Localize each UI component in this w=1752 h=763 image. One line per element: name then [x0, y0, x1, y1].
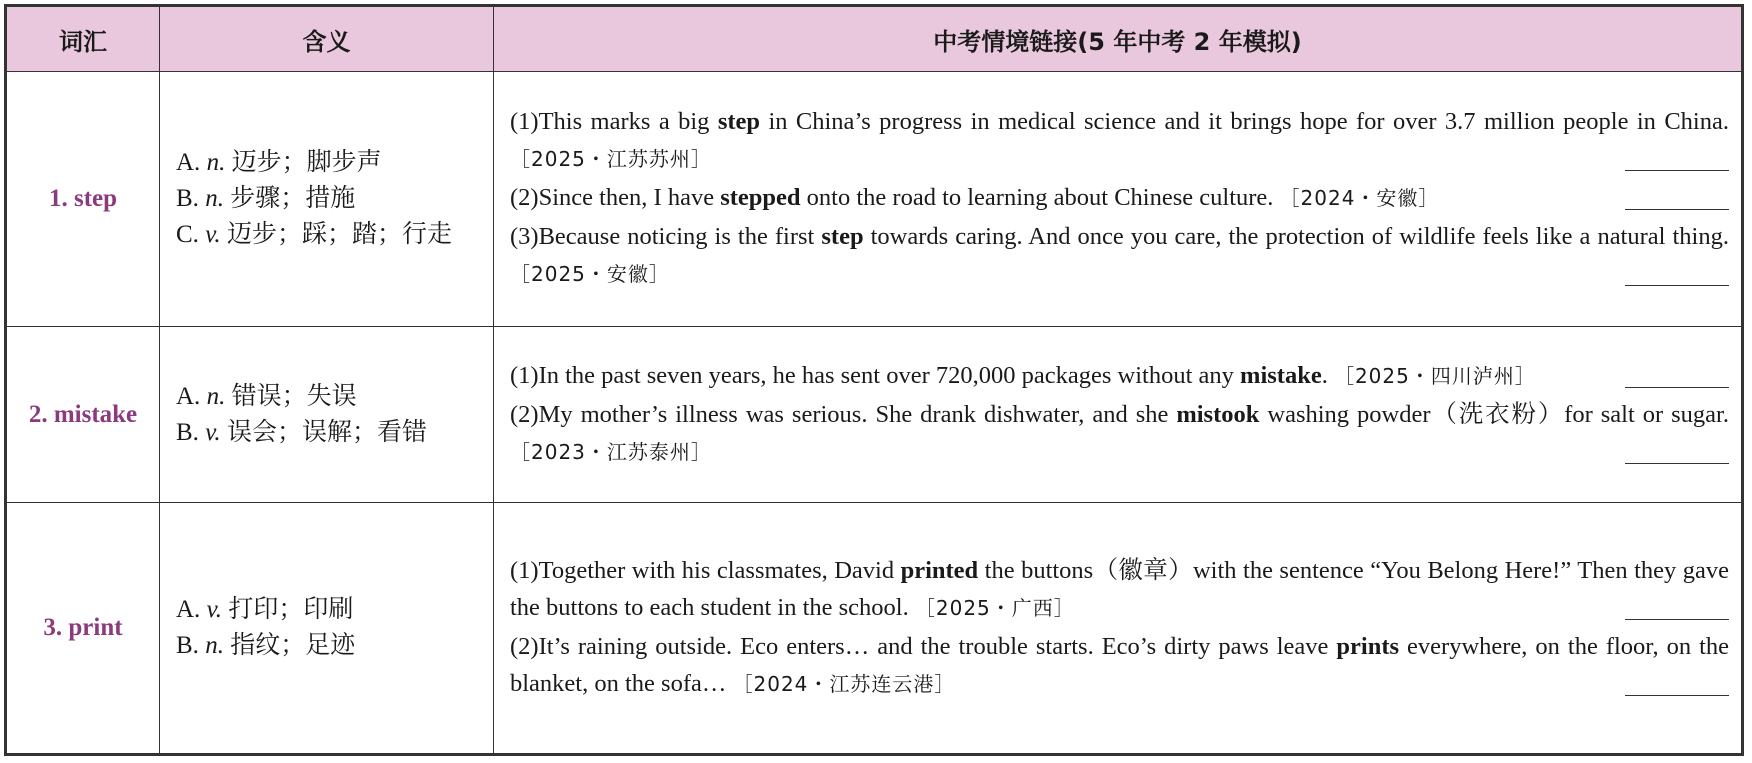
example-source: ［2025・广西］	[914, 596, 1075, 621]
vocab-word: 3. print	[7, 503, 160, 754]
vocab-word: 2. mistake	[7, 326, 160, 503]
part-of-speech: n.	[205, 184, 224, 212]
example-source: ［2024・江苏连云港］	[732, 672, 956, 697]
meaning-line: A. n. 迈步；脚步声	[176, 148, 382, 176]
answer-blank[interactable]	[1625, 593, 1729, 620]
table-header-row	[7, 7, 1742, 72]
example-text: (2)Since then, I have	[510, 184, 721, 212]
example-text: .	[1321, 362, 1334, 390]
meaning-cell	[160, 72, 494, 327]
part-of-speech: n.	[206, 382, 226, 410]
example-sentence	[510, 552, 1729, 628]
example-sentence	[510, 103, 1729, 179]
example-text: everywhere, on the floor, on the blanket, on the sofa…	[510, 633, 1729, 698]
example-text: the buttons（徽章）with the sentence “You Belong Here!” Then they gave the buttons to each student in the school.	[510, 557, 1729, 622]
vocabulary-table	[6, 6, 1742, 754]
example-text: (1)Together with his classmates, David	[510, 557, 901, 585]
example-keyword: mistook	[1176, 401, 1260, 429]
example-keyword: printed	[900, 557, 979, 585]
meaning-cell	[160, 503, 494, 754]
example-keyword: step	[821, 223, 864, 251]
example-text: (3)Because noticing is the first	[510, 223, 822, 251]
example-sentence	[510, 179, 1729, 218]
meaning-cell	[160, 326, 494, 503]
example-source: ［2024・安徽］	[1279, 186, 1440, 211]
example-text: (2)It’s raining outside. Eco enters… and the trouble starts. Eco’s dirty paws leave	[510, 633, 1337, 661]
answer-blank[interactable]	[1625, 669, 1729, 696]
example-text: (1)This marks a big	[510, 108, 718, 136]
part-of-speech: n.	[205, 632, 224, 660]
answer-blank[interactable]	[1625, 183, 1729, 210]
vocab-word: 1. step	[7, 72, 160, 327]
example-source: ［2023・江苏泰州］	[510, 440, 712, 465]
table-row	[7, 326, 1742, 503]
example-sentence	[510, 357, 1729, 396]
meaning-line: B. n. 步骤；措施	[176, 184, 356, 212]
example-keyword: prints	[1336, 633, 1400, 661]
header-word: 词汇	[7, 7, 160, 72]
example-keyword: mistake	[1240, 362, 1322, 390]
example-sentence	[510, 218, 1729, 294]
examples-cell	[494, 503, 1742, 754]
example-text: (2)My mother’s illness was serious. She drank dishwater, and she	[510, 401, 1177, 429]
part-of-speech: v.	[206, 596, 223, 624]
meaning-line: C. v. 迈步；踩；踏；行走	[176, 220, 452, 248]
examples-cell	[494, 72, 1742, 327]
examples-cell	[494, 326, 1742, 503]
example-source: ［2025・江苏苏州］	[510, 147, 712, 172]
part-of-speech: v.	[205, 418, 221, 446]
example-source: ［2025・四川泸州］	[1333, 364, 1536, 389]
meaning-line: B. n. 指纹；足迹	[176, 632, 356, 660]
example-source: ［2025・安徽］	[510, 262, 670, 287]
example-keyword: step	[717, 108, 761, 136]
meaning-line: A. n. 错误；失误	[176, 382, 357, 410]
table-row	[7, 72, 1742, 327]
example-text: (1)In the past seven years, he has sent over 720,000 packages without any	[510, 362, 1241, 390]
example-keyword: stepped	[720, 184, 801, 212]
table-row	[7, 503, 1742, 754]
meaning-line: A. v. 打印；印刷	[176, 596, 354, 624]
answer-blank[interactable]	[1625, 144, 1729, 171]
answer-blank[interactable]	[1625, 437, 1729, 464]
meaning-line: B. v. 误会；误解；看错	[176, 418, 427, 446]
example-text: washing powder（洗衣粉）for salt or sugar.	[1259, 401, 1729, 429]
vocabulary-sheet	[4, 4, 1744, 756]
answer-blank[interactable]	[1625, 259, 1729, 286]
example-sentence	[510, 628, 1729, 704]
example-sentence	[510, 396, 1729, 472]
header-context: 中考情境链接(5 年中考 2 年模拟)	[494, 7, 1742, 72]
example-text: towards caring. And once you care, the protection of wildlife feels like a natural thing.	[863, 223, 1729, 251]
example-text: onto the road to learning about Chinese culture.	[800, 184, 1280, 212]
part-of-speech: n.	[206, 148, 226, 176]
header-meaning: 含义	[160, 7, 494, 72]
answer-blank[interactable]	[1625, 361, 1729, 388]
part-of-speech: v.	[205, 220, 221, 248]
example-text: in China’s progress in medical science and it brings hope for over 3.7 million people in China.	[760, 108, 1729, 136]
